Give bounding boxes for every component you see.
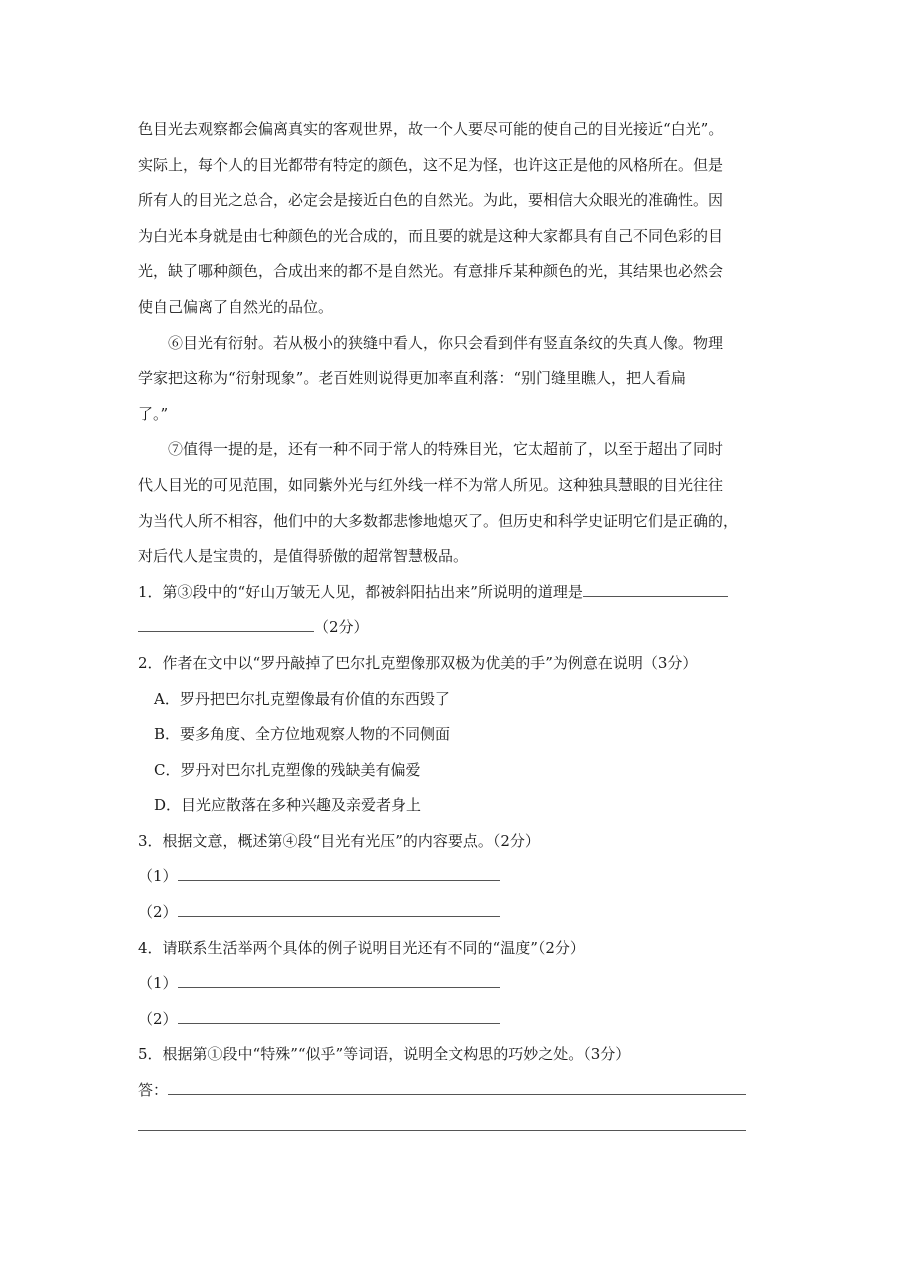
answer-label: 答： [138,1081,169,1100]
question-text: 4．请联系生活举两个具体的例子说明目光还有不同的“温度”（2分） [138,938,585,957]
answer-blank[interactable] [178,1022,500,1024]
question-3 [138,824,778,931]
answer-blank[interactable] [583,595,728,597]
question-2 [138,646,778,824]
answer-blank[interactable] [178,915,500,917]
text-line: 光，缺了哪种颜色，合成出来的都不是自然光。有意排斥某种颜色的光，其结果也必然会 [138,262,724,281]
question-text: 5．根据第①段中“特殊”“似乎”等词语，说明全文构思的巧妙之处。（3分） [138,1045,631,1064]
sub-label: （1） [138,867,178,886]
text-line: 所有人的目光之总合，必定会是接近白色的自然光。为此，要相信大众眼光的准确性。因 [138,191,724,210]
text-line: 了。” [138,404,169,423]
answer-blank[interactable] [138,630,314,632]
answer-blank[interactable] [138,1129,746,1131]
answer-blank[interactable] [168,1093,746,1095]
text-line: 使自己偏离了自然光的品位。 [138,297,334,316]
document-page [138,112,778,1144]
text-line: 学家把这称为“衍射现象”。老百姓则说得更加率直利落：“别门缝里瞧人，把人看扁 [138,369,687,388]
sub-label: （2） [138,903,178,922]
answer-blank[interactable] [178,986,500,988]
text-line: ⑥目光有衍射。若从极小的狭缝中看人，你只会看到伴有竖直条纹的失真人像。物理 [168,333,724,352]
question-5 [138,1037,778,1144]
text-line: 色目光去观察都会偏离真实的客观世界，故一个人要尽可能的使自己的目光接近“白光”。 [138,120,724,138]
question-score: （2分） [314,618,369,637]
text-line: 代人目光的可见范围，如同紫外光与红外线一样不为常人所见。这种独具慧眼的目光往往 [138,475,724,494]
question-text: 1．第③段中的“好山万皱无人见，都被斜阳拈出来”所说明的道理是 [138,582,583,601]
option-c[interactable]: C．罗丹对巴尔扎克塑像的残缺美有偏爱 [154,760,421,779]
option-b[interactable]: B．要多角度、全方位地观察人物的不同侧面 [154,725,451,744]
text-line: ⑦值得一提的是，还有一种不同于常人的特殊目光，它太超前了，以至于超出了同时 [168,440,724,459]
option-d[interactable]: D．目光应散落在多种兴趣及亲爱者身上 [154,796,422,815]
question-text: 3．根据文意，概述第④段“目光有光压”的内容要点。（2分） [138,831,540,850]
paragraph-6 [138,326,778,433]
text-line: 实际上，每个人的目光都带有特定的颜色，这不足为怪，也许这正是他的风格所在。但是 [138,155,724,174]
option-a[interactable]: A．罗丹把巴尔扎克塑像最有价值的东西毁了 [154,689,450,708]
text-line: 对后代人是宝贵的，是值得骄傲的超常智慧极品。 [138,547,469,566]
question-4 [138,931,778,1038]
text-line: 为当代人所不相容，他们中的大多数都悲惨地熄灭了。但历史和科学史证明它们是正确的， [138,511,739,530]
sub-label: （2） [138,1009,178,1028]
sub-label: （1） [138,974,178,993]
answer-blank[interactable] [178,879,500,881]
paragraph-5 [138,112,778,326]
question-1 [138,575,778,646]
text-line: 为白光本身就是由七种颜色的光合成的，而且要的就是这种大家都具有自己不同色彩的目 [138,226,724,245]
paragraph-7 [138,432,778,574]
question-text: 2．作者在文中以“罗丹敲掉了巴尔扎克塑像那双极为优美的手”为例意在说明（3分） [138,653,698,672]
